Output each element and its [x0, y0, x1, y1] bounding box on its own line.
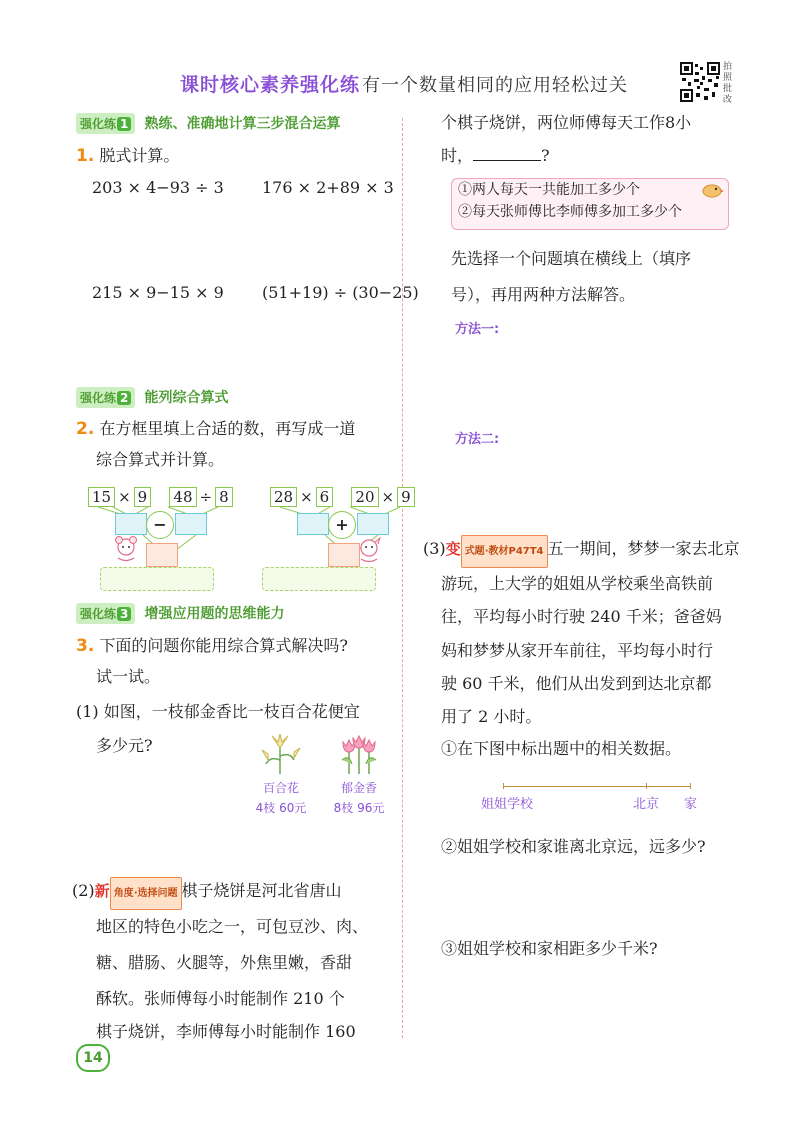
- question2: 2. 在方框里填上合适的数，再写成一道: [76, 419, 356, 439]
- left-puzzle-row: 15 × 9 48 ÷ 8: [88, 487, 233, 507]
- problem2-line3: 糖、腊肠、火腿等，外焦里嫩，香甜: [96, 953, 353, 972]
- section2-badge: 强化练 2: [76, 387, 135, 408]
- lily-price: 4枝 60元: [255, 801, 307, 815]
- bird-icon: [700, 180, 724, 200]
- question3-line2: 试一试。: [96, 667, 161, 686]
- header-title-main: 课时核心素养强化练: [180, 74, 361, 96]
- right-line2: 时， ?: [441, 146, 550, 165]
- instruction-line1: 先选择一个问题填在横线上（填序: [451, 249, 692, 268]
- problem2-line5: 棋子烧饼，李师傅每小时能制作 160: [96, 1022, 356, 1041]
- question2-line2: 综合算式并计算。: [96, 450, 225, 469]
- map-label-school: 姐姐学校: [481, 797, 534, 812]
- tick-school: [503, 783, 504, 789]
- section2-heading: [76, 387, 228, 408]
- right-product-box-2[interactable]: [357, 513, 389, 535]
- map-label-home: 家: [684, 797, 698, 812]
- question-blank[interactable]: [473, 144, 541, 161]
- left-product-box[interactable]: [115, 513, 147, 535]
- qr-label: 拍照批改: [723, 62, 733, 105]
- subquestion3: ③姐姐学校和家相距多少千米?: [441, 939, 658, 958]
- problem1-line2: 多少元?: [96, 736, 153, 755]
- left-mid-operator: −: [146, 511, 174, 539]
- instruction-line2: 号），再用两种方法解答。: [451, 285, 636, 304]
- problem3-line6: 用了 2 小时。: [441, 707, 542, 726]
- header-title-sub: 有一个数量相同的应用轻松过关: [362, 75, 628, 96]
- section1-heading: [76, 113, 340, 134]
- lily-caption: [248, 778, 314, 818]
- choice-box: [451, 178, 729, 230]
- choice-2[interactable]: ②每天张师傅比李师傅多加工多少个: [458, 204, 682, 220]
- section1-badge: 强化练 1: [76, 113, 135, 134]
- question3: 3. 下面的问题你能用综合算式解决吗?: [76, 636, 348, 656]
- problem3-line5: 驶 60 千米，他们从出发到到达北京都: [441, 674, 712, 693]
- left-result-box[interactable]: [146, 543, 178, 567]
- right-puzzle-row: 28 × 6 20 × 9: [270, 487, 415, 507]
- right-line1: 个棋子烧饼，两位师傅每天工作8小: [441, 113, 692, 132]
- expr-3: 215 × 9−15 × 9: [92, 283, 224, 302]
- route-line: [503, 786, 691, 787]
- cartoon-mouse-icon: [113, 536, 139, 564]
- problem3-line4: 妈和梦梦从家开车前往，平均每小时行: [441, 641, 714, 660]
- question1: 1. 脱式计算。: [76, 146, 180, 166]
- problem3-line2: 游玩，上大学的姐姐从学校乘坐高铁前: [441, 574, 714, 593]
- left-answer-box[interactable]: [100, 567, 214, 591]
- section3-title: 增强应用题的思维能力: [144, 606, 285, 622]
- section2-title: 能列综合算式: [144, 390, 229, 406]
- problem2-line1: (2)新 角度·选择问题 棋子烧饼是河北省唐山: [72, 875, 342, 910]
- expr-1: 203 × 4−93 ÷ 3: [92, 178, 224, 197]
- tick-beijing: [646, 783, 647, 789]
- variant-tag: 式题·教材P47T4: [461, 535, 548, 568]
- left-quotient-box[interactable]: [175, 513, 207, 535]
- method1-label: 方法一:: [455, 322, 500, 337]
- tick-home: [690, 783, 691, 789]
- lily-name: 百合花: [262, 781, 299, 795]
- right-product-box-1[interactable]: [297, 513, 329, 535]
- page-number: 14: [76, 1044, 110, 1072]
- right-answer-box[interactable]: [262, 567, 376, 591]
- new-angle-tag: 角度·选择问题: [110, 877, 182, 910]
- cartoon-dragon-icon: [355, 536, 383, 564]
- problem3-line1: (3)变 式题·教材P47T4 五一期间，梦梦一家去北京: [423, 533, 740, 568]
- tulip-price: 8枝 96元: [333, 801, 385, 815]
- qr-code-icon[interactable]: [680, 62, 720, 102]
- choice-1[interactable]: ①两人每天一共能加工多少个: [458, 182, 640, 198]
- subquestion1: ①在下图中标出题中的相关数据。: [441, 739, 682, 758]
- tulip-name: 郁金香: [340, 781, 377, 795]
- problem2-line2: 地区的特色小吃之一，可包豆沙、肉、: [96, 917, 369, 936]
- section1-title: 熟练、准确地计算三步混合运算: [144, 116, 341, 132]
- expr-2: 176 × 2+89 × 3: [262, 178, 394, 197]
- expr-4: (51+19) ÷ (30−25): [262, 283, 419, 302]
- subquestion2: ②姐姐学校和家谁离北京远，远多少?: [441, 837, 706, 856]
- tulip-flower-icon: [334, 730, 384, 774]
- section3-heading: [76, 603, 284, 624]
- problem2-line4: 酥软。张师傅每小时能制作 210 个: [96, 989, 345, 1008]
- map-label-beijing: 北京: [633, 797, 660, 812]
- section3-badge: 强化练 3: [76, 603, 135, 624]
- right-mid-operator: +: [328, 511, 356, 539]
- problem3-line3: 往，平均每小时行驶 240 千米；爸爸妈: [441, 607, 722, 626]
- tulip-caption: [324, 778, 394, 818]
- problem1-line1: (1) 如图，一枝郁金香比一枝百合花便宜: [76, 702, 360, 721]
- lily-flower-icon: [258, 730, 302, 774]
- method2-label: 方法二:: [455, 432, 500, 447]
